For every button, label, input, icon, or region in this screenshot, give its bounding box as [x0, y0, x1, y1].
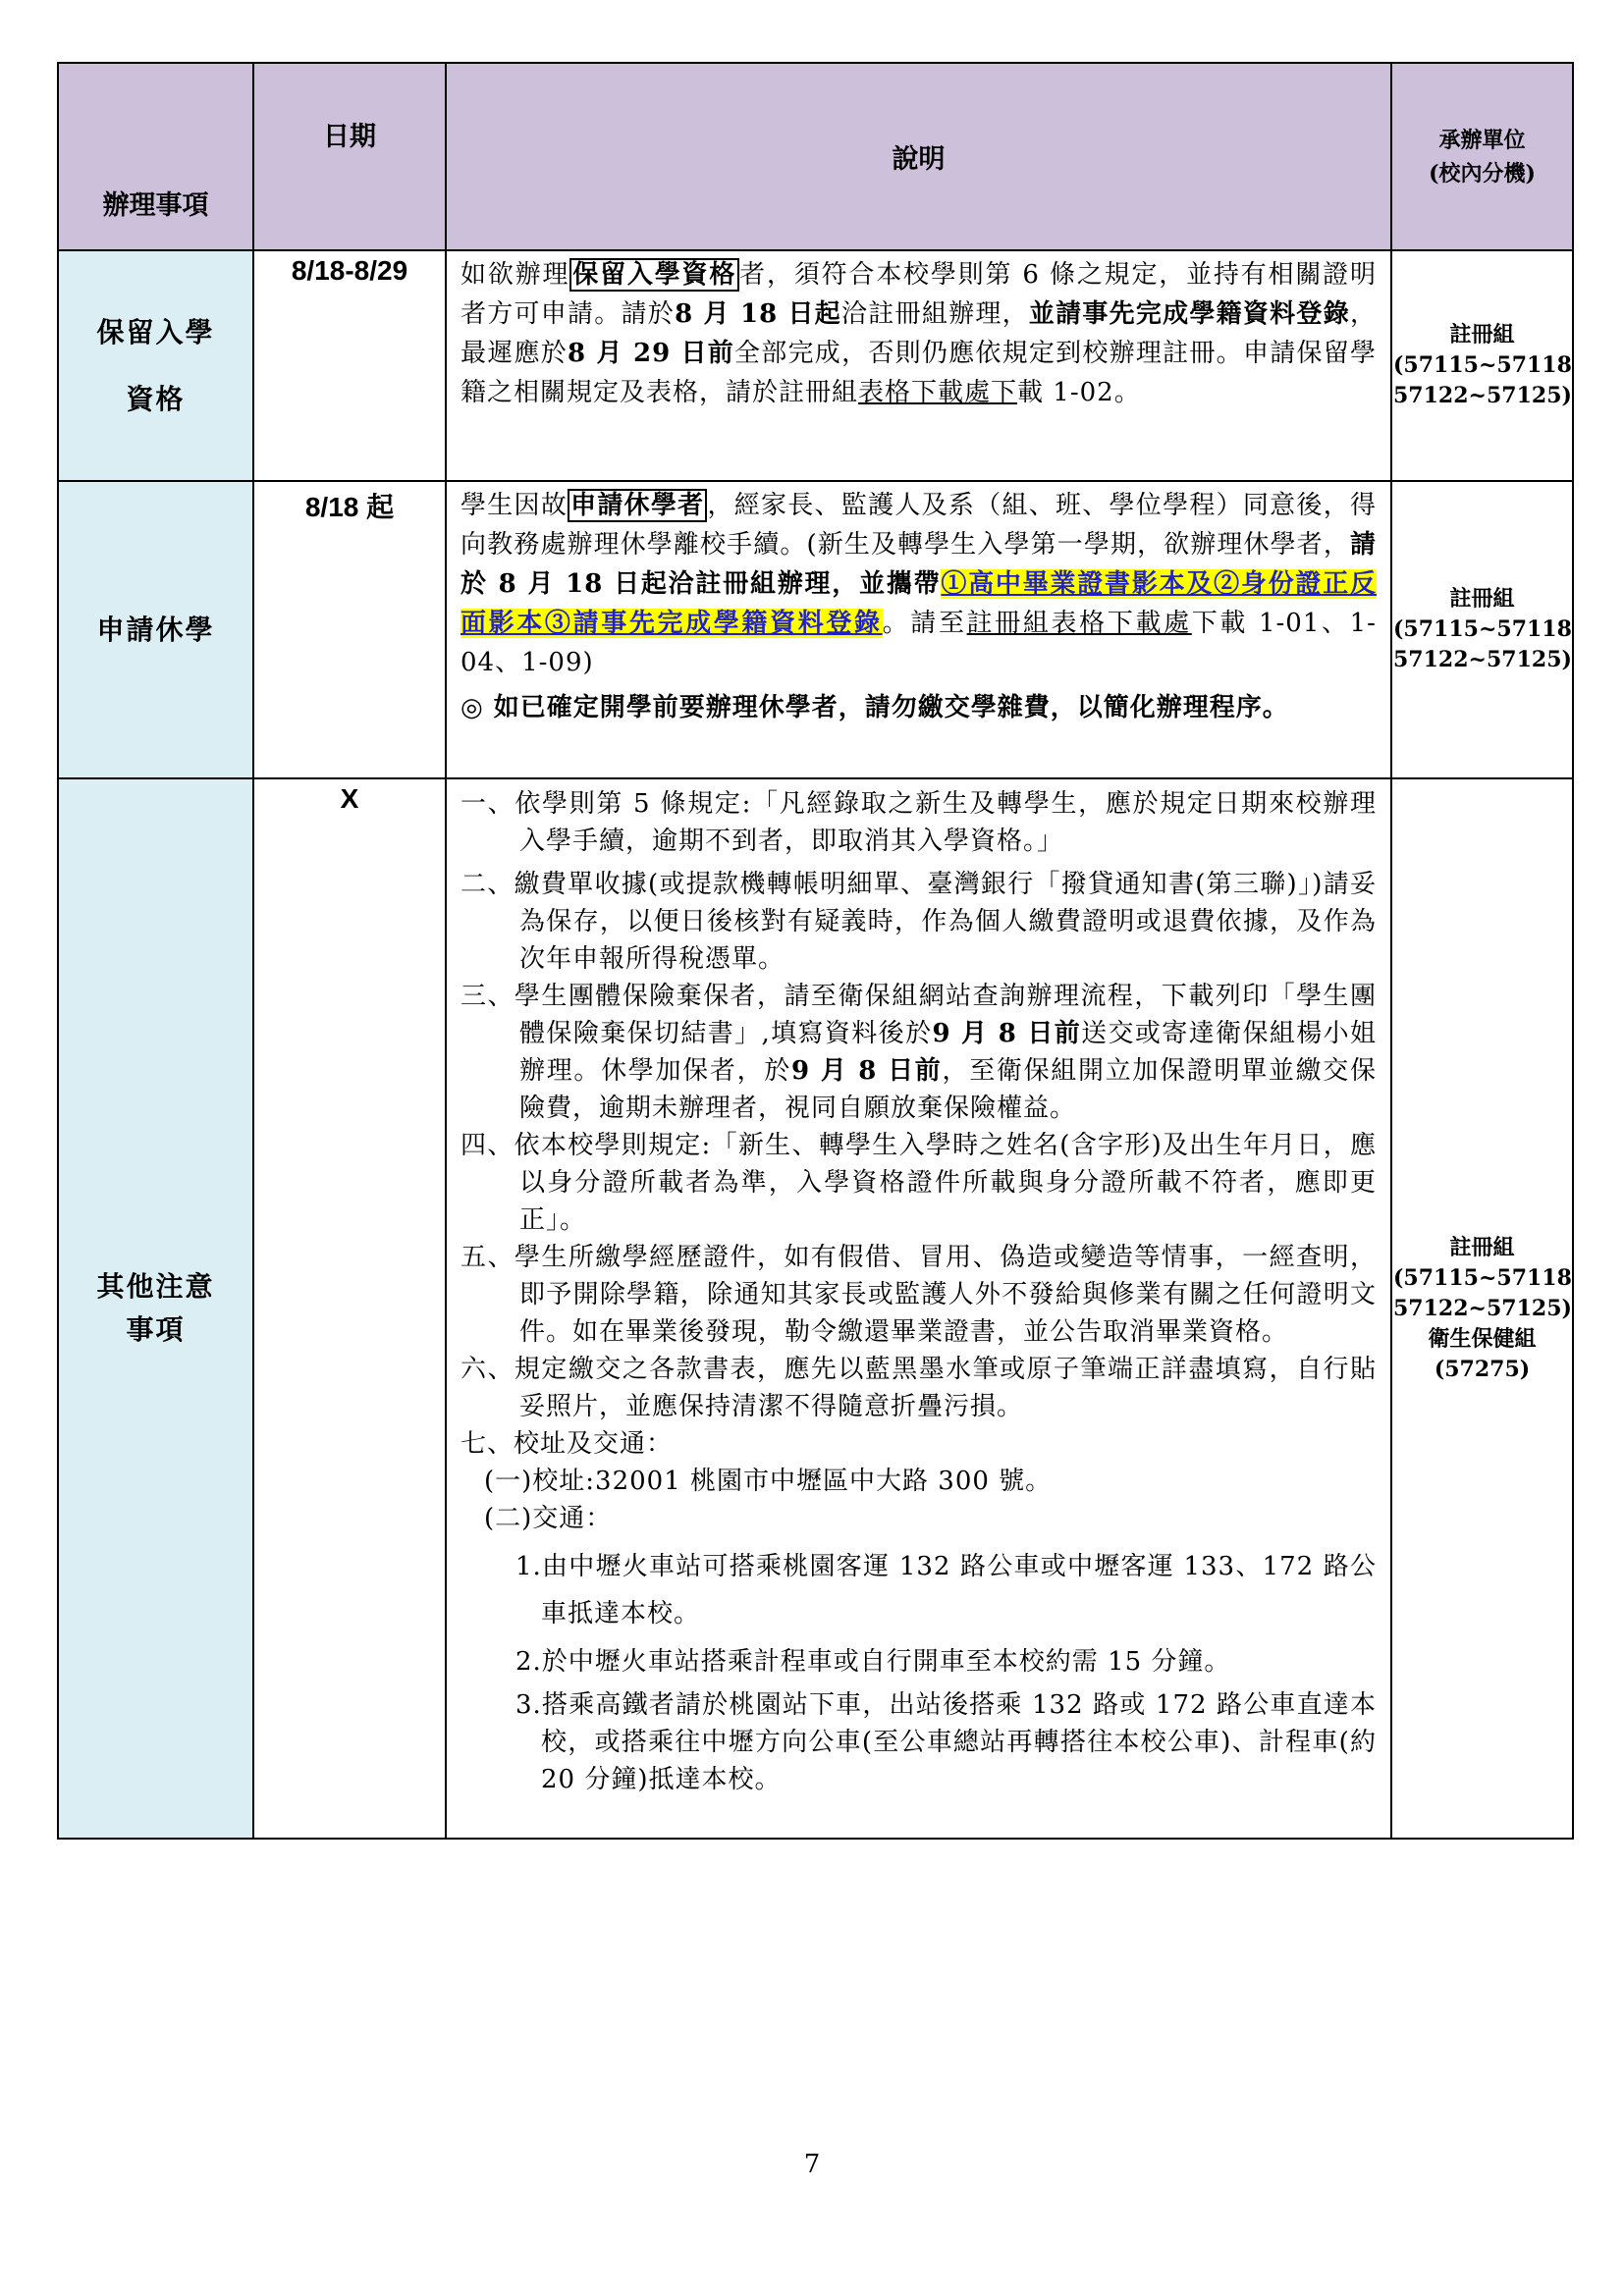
- row-item: [58, 250, 253, 481]
- row-date: X: [253, 778, 446, 1839]
- school-address: (一)校址:32001 桃園市中壢區中大路 300 號。: [484, 1467, 1053, 1496]
- text-segment: 8 月 29 日前: [568, 339, 735, 368]
- transport-item: 3.搭乘高鐵者請於桃園站下車，出站後搭乘 132 路或 172 路公車直達本校，或搭乘往中壢方向公車(至公車總站再轉搭往本校公車)、計程車(約 20 分鐘)抵達本校。: [515, 1690, 1377, 1794]
- row-item-line: 資格: [126, 382, 186, 415]
- underlined-text: 表格下載處下: [858, 378, 1018, 407]
- header-description: 說明: [446, 63, 1391, 250]
- text-segment: 者，須符合本校學則第 6 條之規定，並持有相關證明者方可申請。請於: [460, 260, 1377, 329]
- row-description: [446, 481, 1391, 778]
- header-unit-line2: (校內分機): [1429, 160, 1536, 187]
- text-segment: 8 月 18 日起: [675, 299, 842, 329]
- note-item: [460, 1425, 1377, 1463]
- text-segment: 三、學生團體保險棄保者，請至衛保組網站查詢辦理流程，下載列印「學生團體保險棄保切結書」,填寫資料後於: [460, 982, 1377, 1048]
- description-paragraph: [460, 486, 1377, 682]
- unit-line: (57115~57118: [1393, 352, 1572, 378]
- row-item-line: 事項: [126, 1313, 186, 1346]
- unit-line: 衛生保健組: [1428, 1325, 1537, 1352]
- unit-line: 註冊組: [1449, 1234, 1515, 1260]
- header-unit: [1391, 63, 1573, 250]
- text-segment: 載 1-02。: [1017, 378, 1141, 407]
- unit-line: 註冊組: [1449, 322, 1515, 347]
- highlighted-text: ①高中畢業證書影本及②身份證正反面影本③請事先完成學籍資料登錄: [460, 569, 1377, 638]
- unit-line: 57122~57125): [1393, 1295, 1572, 1321]
- note-item: [460, 978, 1377, 1127]
- description-paragraph: [460, 255, 1377, 412]
- note-item: [460, 1351, 1377, 1425]
- text-segment: 9 月 8 日前: [932, 1019, 1082, 1048]
- text-segment: ，經家長、監護人及系（組、班、學位學程）同意後，得向教務處辦理休學離校手續。(新生及轉學生入學第一學期，欲辦理休學者，: [460, 491, 1377, 560]
- text-segment: 洽註冊組辦理，: [841, 299, 1029, 329]
- transport-title: (二)交通：: [484, 1504, 613, 1533]
- table-header-row: [58, 63, 1573, 250]
- table-row: [58, 481, 1573, 778]
- unit-line: 57122~57125): [1393, 647, 1572, 672]
- table-row: [58, 778, 1573, 1839]
- row-item-line: 保留入學: [96, 315, 215, 348]
- text-segment: ，最遲應於: [460, 299, 1377, 368]
- unit-line: (57275): [1434, 1356, 1531, 1382]
- text-segment: 一、依學則第 5 條規定:「凡經錄取之新生及轉學生，應於規定日期來校辦理入學手續，逾期不到者，即取消其入學資格。」: [460, 789, 1377, 856]
- text-segment: 9 月 8 日前: [790, 1056, 943, 1086]
- row-item: [58, 481, 253, 778]
- row-unit: [1391, 481, 1573, 778]
- underlined-text: 註冊組表格下載處: [966, 609, 1192, 638]
- boxed-keyword: 申請休學者: [568, 489, 707, 522]
- row-item-line: 申請休學: [96, 613, 215, 646]
- unit-line: (57115~57118: [1393, 616, 1572, 642]
- header-date: 日期: [253, 63, 446, 250]
- text-segment: 學生因故: [460, 491, 568, 520]
- row-description: [446, 250, 1391, 481]
- text-segment: 七、校址及交通：: [460, 1429, 674, 1459]
- note-item: [460, 1127, 1377, 1239]
- boxed-keyword: 保留入學資格: [569, 258, 739, 292]
- text-segment: 全部完成，否則仍應依規定到校辦理註冊。申請保留學籍之相關規定及表格，請於註冊組: [460, 339, 1377, 407]
- row-unit: [1391, 778, 1573, 1839]
- text-segment: 如欲辦理: [460, 260, 570, 290]
- text-segment: 五、學生所繳學經歷證件，如有假借、冒用、偽造或變造等情事，一經查明，即予開除學籍，除通知其家長或監護人外不發給與修業有關之任何證明文件。如在畢業後發現，勒令繳還畢業證書，並公告取消畢業資格。: [460, 1243, 1377, 1347]
- page-number: 7: [803, 2150, 821, 2179]
- text-segment: 並請事先完成學籍資料登錄: [1028, 299, 1350, 329]
- transport-item: 2.於中壢火車站搭乘計程車或自行開車至本校約需 15 分鐘。: [515, 1647, 1231, 1677]
- text-segment: 請於 8 月 18 日起洽註冊組辦理，並攜帶: [460, 530, 1377, 599]
- row-description: [446, 778, 1391, 1839]
- text-segment: 送交或寄達衛保組楊小姐辦理。休學加保者，於: [519, 1019, 1377, 1086]
- unit-line: (57115~57118: [1393, 1264, 1572, 1291]
- text-segment: ，至衛保組開立加保證明單並繳交保險費，逾期未辦理者，視同自願放棄保險權益。: [519, 1056, 1377, 1123]
- text-segment: 下載 1-01、1-04、1-09): [460, 609, 1377, 677]
- transport-item: 1.由中壢火車站可搭乘桃園客運 132 路公車或中壢客運 133、172 路公車抵達本校。: [515, 1552, 1377, 1629]
- text-segment: 二、繳費單收據(或提款機轉帳明細單、臺灣銀行「撥貸通知書(第三聯)」)請妥為保存，以便日後核對有疑義時，作為個人繳費證明或退費依據，及作為次年申報所得稅憑單。: [460, 870, 1377, 974]
- note-item: [460, 1239, 1377, 1351]
- text-segment: 四、依本校學則規定:「新生、轉學生入學時之姓名(含字形)及出生年月日，應以身分證所載者為準，入學資格證件所載與身分證所載不符者，應即更正」。: [460, 1131, 1377, 1235]
- text-segment: 六、規定繳交之各款書表，應先以藍黑墨水筆或原子筆端正詳盡填寫，自行貼妥照片，並應保持清潔不得隨意折疊污損。: [460, 1355, 1377, 1421]
- important-note: ◎ 如已確定開學前要辦理休學者，請勿繳交學雜費，以簡化辦理程序。: [460, 693, 1289, 722]
- registration-items-table: [57, 62, 1574, 1840]
- row-item: [58, 778, 253, 1839]
- header-unit-line1: 承辦單位: [1438, 127, 1526, 153]
- row-date: 8/18 起: [253, 481, 446, 778]
- note-item: [460, 785, 1377, 860]
- header-item: 辦理事項: [58, 63, 253, 250]
- row-item-line: 其他注意: [96, 1270, 215, 1303]
- unit-line: 註冊組: [1449, 586, 1515, 612]
- text-segment: 。請至: [882, 609, 967, 638]
- row-date: 8/18-8/29: [253, 250, 446, 481]
- row-unit: [1391, 250, 1573, 481]
- unit-line: 57122~57125): [1393, 383, 1572, 408]
- note-item: [460, 866, 1377, 978]
- table-row: [58, 250, 1573, 481]
